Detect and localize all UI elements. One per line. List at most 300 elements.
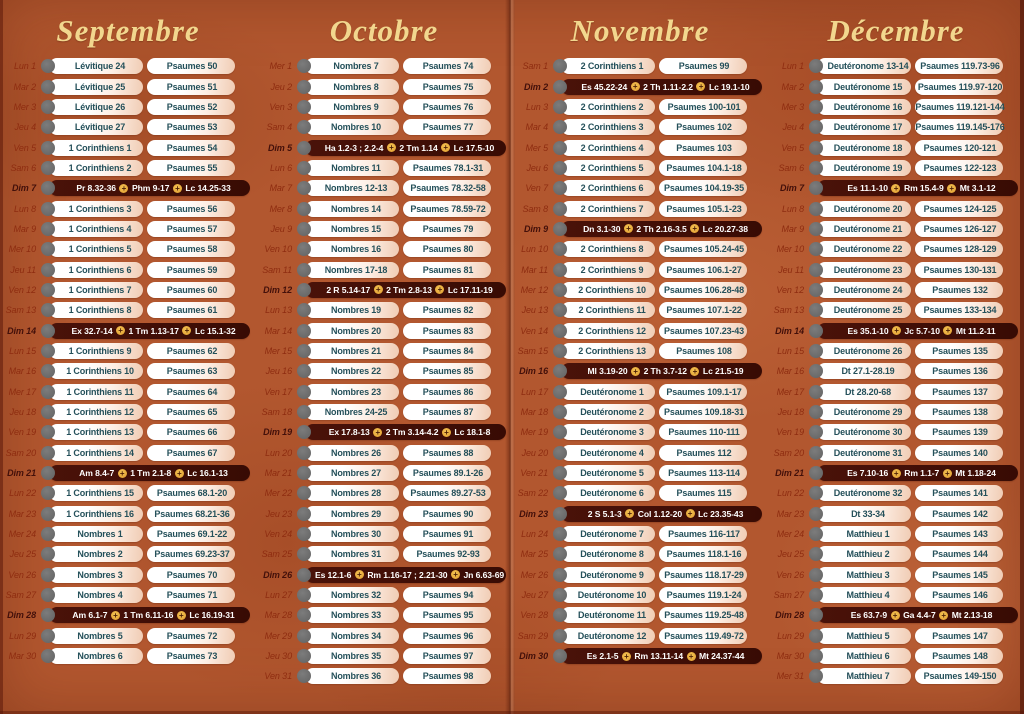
day-label: Mar 23 (8, 508, 36, 519)
reading-text: Deutéronome 22 (833, 244, 903, 255)
reading-text: 1 Corinthiens 16 (66, 508, 134, 519)
reading-pill-1 (561, 58, 655, 74)
calendar-row (768, 117, 1024, 137)
month-rows (256, 56, 512, 687)
day-label: Jeu 18 (777, 407, 804, 418)
reading-text: Psaumes 92-93 (416, 549, 480, 560)
reading-pill-1 (305, 201, 399, 217)
day-label: Ven 31 (264, 671, 292, 682)
day-label: Sam 27 (5, 590, 36, 601)
reading-pill-1 (817, 99, 911, 115)
reading-text: Deutéronome 19 (833, 162, 903, 173)
calendar-row (512, 280, 768, 300)
sunday-reading: Es 63.7-9 (850, 610, 888, 621)
calendar-row (768, 137, 1024, 157)
reading-text: Psaumes 147 (932, 630, 988, 641)
reading-text: Nombres 16 (330, 244, 382, 255)
reading-pill-2 (403, 180, 491, 196)
calendar-row (768, 97, 1024, 117)
calendar-row (0, 259, 256, 279)
reading-pill-2 (403, 262, 491, 278)
reading-text: Psaumes 130-131 (923, 264, 997, 275)
reading-pill-2 (147, 58, 235, 74)
sunday-reading: 2 R 5.14-17 (326, 284, 371, 295)
day-dot-icon (297, 161, 311, 175)
reading-text: Psaumes 78.1-31 (412, 162, 484, 173)
reading-pill-1 (49, 506, 143, 522)
reading-pill-1 (305, 58, 399, 74)
reading-pill-2 (659, 465, 747, 481)
day-label: Jeu 9 (270, 223, 292, 234)
sunday-readings-pill (49, 607, 250, 623)
sunday-readings-pill (817, 607, 1018, 623)
reading-pill-2 (659, 180, 747, 196)
reading-text: Psaumes 112 (676, 447, 732, 458)
reading-text: Psaumes 142 (932, 508, 988, 519)
day-label: Mer 17 (8, 386, 36, 397)
reading-text: Psaumes 99 (678, 61, 730, 72)
reading-text: Deutéronome 8 (580, 549, 644, 560)
reading-text: Deutéronome 10 (577, 590, 647, 601)
calendar-row (768, 280, 1024, 300)
day-label: Jeu 2 (270, 81, 292, 92)
calendar-row (0, 544, 256, 564)
day-dot-icon (809, 263, 823, 277)
calendar-row (768, 341, 1024, 361)
reading-pill-1 (49, 363, 143, 379)
sunday-reading: Am 8.4-7 (79, 468, 115, 479)
sunday-reading: Lc 18.1-8 (454, 427, 491, 438)
reading-pill-2 (659, 404, 747, 420)
reading-pill-2 (659, 343, 747, 359)
day-label: Ven 7 (525, 183, 548, 194)
day-label: Dim 5 (267, 142, 292, 153)
reading-text: Nombres 11 (331, 162, 381, 173)
sunday-reading: Phm 9-17 (131, 183, 170, 194)
reading-pill-2 (659, 485, 747, 501)
sunday-reading: Rm 13.11-14 (634, 651, 684, 662)
reading-text: Nombres 5 (77, 630, 123, 641)
reading-pill-2 (147, 262, 235, 278)
reading-text: Nombres 9 (333, 101, 379, 112)
day-label: Ven 12 (8, 284, 36, 295)
calendar-row (0, 504, 256, 524)
circled-plus-icon: + (690, 224, 699, 233)
reading-pill-2 (403, 607, 491, 623)
calendar-row (256, 422, 512, 442)
reading-pill-2 (403, 343, 491, 359)
reading-text: 2 Corinthiens 4 (580, 142, 644, 153)
reading-text: 1 Corinthiens 2 (68, 162, 132, 173)
sunday-reading: Lc 19.1-10 (708, 81, 750, 92)
reading-pill-1 (817, 628, 911, 644)
sunday-readings-pill (49, 323, 250, 339)
day-label: Sam 6 (10, 162, 36, 173)
reading-text: 2 Corinthiens 5 (580, 162, 644, 173)
reading-text: Psaumes 140 (932, 447, 988, 458)
calendar-row (768, 402, 1024, 422)
reading-pill-2 (915, 221, 1003, 237)
calendar-row (256, 158, 512, 178)
reading-text: Psaumes 61 (166, 305, 218, 316)
reading-text: Psaumes 118.1-16 (666, 549, 742, 560)
reading-text: Nombres 30 (330, 529, 382, 540)
calendar-row (768, 158, 1024, 178)
day-dot-icon (553, 568, 567, 582)
reading-text: Nombres 15 (330, 223, 382, 234)
day-dot-icon (553, 405, 567, 419)
reading-pill-2 (659, 628, 747, 644)
reading-text: 2 Corinthiens 10 (578, 284, 646, 295)
calendar-row (768, 463, 1024, 483)
circled-plus-icon: + (943, 326, 952, 335)
calendar-row (512, 565, 768, 585)
reading-pill-2 (915, 404, 1003, 420)
circled-plus-icon: + (175, 469, 184, 478)
day-label: Mer 1 (269, 61, 292, 72)
circled-plus-icon: + (374, 285, 383, 294)
reading-pill-1 (49, 119, 143, 135)
reading-text: Nombres 27 (330, 468, 382, 479)
day-label: Mer 8 (269, 203, 292, 214)
sunday-reading: Jc 5.7-10 (904, 325, 940, 336)
reading-text: Nombres 8 (333, 81, 379, 92)
reading-text: Psaumes 122-123 (923, 162, 997, 173)
reading-pill-1 (817, 262, 911, 278)
calendar-row (512, 341, 768, 361)
reading-pill-1 (817, 221, 911, 237)
day-label: Mer 24 (776, 529, 804, 540)
calendar-row (0, 219, 256, 239)
day-dot-icon (41, 283, 55, 297)
calendar-row (0, 117, 256, 137)
reading-text: 1 Corinthiens 12 (66, 407, 134, 418)
reading-pill-2 (147, 221, 235, 237)
day-dot-icon (809, 385, 823, 399)
day-dot-icon (41, 446, 55, 460)
reading-text: Nombres 28 (330, 488, 382, 499)
day-label: Dim 26 (263, 569, 292, 580)
reading-pill-2 (403, 99, 491, 115)
sunday-reading: 2 Tm 1.14 (399, 142, 438, 153)
day-dot-icon (553, 202, 567, 216)
day-label: Sam 13 (5, 305, 36, 316)
day-label: Mar 30 (776, 651, 804, 662)
reading-pill-1 (561, 99, 655, 115)
reading-pill-1 (49, 628, 143, 644)
reading-text: Psaumes 72 (166, 630, 218, 641)
reading-text: Deutéronome 6 (580, 488, 644, 499)
day-dot-icon (297, 466, 311, 480)
reading-pill-1 (49, 567, 143, 583)
reading-pill-2 (147, 384, 235, 400)
day-label: Ven 28 (520, 610, 548, 621)
reading-pill-2 (659, 445, 747, 461)
reading-text: 2 Corinthiens 7 (580, 203, 644, 214)
reading-pill-1 (561, 404, 655, 420)
reading-text: Psaumes 107.23-43 (663, 325, 744, 336)
calendar-row (512, 626, 768, 646)
day-label: Mer 10 (8, 244, 36, 255)
reading-text: Nombres 20 (330, 325, 382, 336)
reading-pill-1 (305, 363, 399, 379)
reading-text: Psaumes 148 (932, 651, 988, 662)
day-label: Sam 15 (517, 345, 548, 356)
reading-text: Psaumes 82 (422, 305, 474, 316)
circled-plus-icon: + (892, 326, 901, 335)
reading-pill-1 (561, 445, 655, 461)
calendar-row (256, 239, 512, 259)
calendar-row (0, 280, 256, 300)
reading-text: 1 Corinthiens 8 (68, 305, 132, 316)
reading-pill-2 (915, 119, 1003, 135)
calendar-row (512, 585, 768, 605)
reading-text: 2 Corinthiens 8 (580, 244, 644, 255)
reading-pill-2 (659, 323, 747, 339)
reading-pill-2 (659, 587, 747, 603)
day-dot-icon (553, 222, 567, 236)
reading-text: Psaumes 63 (166, 366, 218, 377)
reading-text: Deutéronome 1 (580, 386, 644, 397)
calendar-row (0, 97, 256, 117)
reading-text: Psaumes 88 (422, 447, 474, 458)
reading-text: Psaumes 71 (166, 590, 218, 601)
reading-text: Psaumes 55 (166, 162, 218, 173)
circled-plus-icon: + (435, 285, 444, 294)
reading-text: 2 Corinthiens 9 (580, 264, 644, 275)
circled-plus-icon: + (892, 469, 901, 478)
reading-pill-2 (147, 526, 235, 542)
circled-plus-icon: + (687, 652, 696, 661)
reading-text: Matthieu 7 (846, 671, 890, 682)
day-dot-icon (553, 283, 567, 297)
reading-text: Psaumes 54 (166, 142, 218, 153)
calendar-row (0, 239, 256, 259)
calendar-row (256, 544, 512, 564)
month-column-décembre (768, 0, 1024, 714)
sunday-reading: 2 Tm 3.14-4.2 (385, 427, 439, 438)
day-dot-icon (41, 344, 55, 358)
reading-pill-1 (305, 384, 399, 400)
day-label: Sam 13 (773, 305, 804, 316)
reading-pill-1 (49, 221, 143, 237)
sunday-reading: Es 45.22-24 (581, 81, 628, 92)
reading-pill-1 (305, 546, 399, 562)
day-dot-icon (297, 324, 311, 338)
reading-text: Psaumes 145 (932, 569, 988, 580)
reading-pill-2 (915, 648, 1003, 664)
circled-plus-icon: + (947, 184, 956, 193)
reading-text: Psaumes 98 (422, 671, 474, 682)
sunday-reading: Lc 16.1-13 (187, 468, 228, 479)
day-label: Ven 26 (8, 569, 36, 580)
reading-text: Psaumes 119.25-48 (664, 610, 744, 621)
reading-pill-2 (147, 99, 235, 115)
calendar-row (256, 626, 512, 646)
reading-pill-1 (49, 241, 143, 257)
sunday-reading: Lc 21.5-19 (702, 366, 744, 377)
calendar-row (512, 56, 768, 76)
day-label: Dim 28 (7, 610, 36, 621)
month-column-septembre (0, 0, 256, 714)
reading-text: 1 Corinthiens 4 (68, 223, 132, 234)
reading-text: Deutéronome 17 (833, 122, 903, 133)
day-dot-icon (41, 80, 55, 94)
reading-text: Deutéronome 30 (833, 427, 903, 438)
calendar-row (512, 402, 768, 422)
reading-text: Psaumes 124-125 (923, 203, 997, 214)
circled-plus-icon: + (355, 570, 364, 579)
reading-text: 1 Corinthiens 13 (66, 427, 134, 438)
day-label: Mar 9 (781, 223, 804, 234)
reading-text: 1 Corinthiens 11 (66, 386, 134, 397)
calendar-row (0, 158, 256, 178)
day-dot-icon (809, 527, 823, 541)
day-label: Lun 22 (777, 488, 804, 499)
reading-text: Psaumes 53 (166, 122, 218, 133)
sunday-readings-pill (305, 424, 506, 440)
circled-plus-icon: + (943, 469, 952, 478)
reading-pill-2 (915, 79, 1003, 95)
reading-pill-1 (305, 526, 399, 542)
reading-text: Deutéronome 11 (578, 610, 646, 621)
sunday-readings-pill (49, 465, 250, 481)
reading-pill-2 (403, 506, 491, 522)
reading-pill-2 (915, 58, 1003, 74)
reading-pill-2 (659, 282, 747, 298)
sunday-reading: Es 11.1-10 (847, 183, 888, 194)
reading-pill-1 (817, 201, 911, 217)
reading-pill-2 (147, 648, 235, 664)
day-label: Lun 3 (525, 101, 548, 112)
reading-text: 2 Corinthiens 6 (580, 183, 644, 194)
reading-text: Psaumes 138 (932, 407, 988, 418)
reading-text: Psaumes 81 (422, 264, 474, 275)
day-dot-icon (297, 527, 311, 541)
reading-pill-2 (403, 668, 491, 684)
day-label: Lun 24 (521, 529, 548, 540)
sunday-reading: Lc 23.35-43 (698, 508, 744, 519)
day-dot-icon (809, 80, 823, 94)
sunday-reading: Lc 20.27-38 (702, 223, 748, 234)
reading-pill-2 (403, 79, 491, 95)
day-label: Mer 5 (525, 142, 548, 153)
reading-pill-2 (659, 384, 747, 400)
day-dot-icon (297, 588, 311, 602)
reading-text: Deutéronome 7 (580, 529, 644, 540)
reading-text: Psaumes 135 (932, 345, 988, 356)
calendar-row (256, 361, 512, 381)
day-label: Ven 19 (776, 427, 804, 438)
reading-text: Nombres 21 (330, 345, 382, 356)
calendar-row (256, 137, 512, 157)
day-label: Lun 29 (777, 630, 804, 641)
day-label: Mar 21 (264, 468, 292, 479)
reading-pill-1 (305, 180, 399, 196)
day-label: Jeu 20 (521, 447, 548, 458)
reading-text: Psaumes 105.24-45 (663, 244, 744, 255)
reading-text: Dt 27.1-28.19 (841, 366, 895, 377)
circled-plus-icon: + (451, 570, 460, 579)
day-label: Lun 15 (9, 345, 36, 356)
day-label: Mar 2 (781, 81, 804, 92)
day-label: Mar 23 (776, 508, 804, 519)
sunday-reading: Ga 4.4-7 (903, 610, 936, 621)
reading-text: Nombres 14 (330, 203, 382, 214)
reading-text: Nombres 1 (77, 529, 123, 540)
calendar-row (256, 341, 512, 361)
day-label: Ven 21 (520, 468, 548, 479)
reading-pill-2 (915, 546, 1003, 562)
reading-text: Nombres 29 (330, 508, 382, 519)
calendar-row (512, 382, 768, 402)
reading-pill-2 (403, 363, 491, 379)
reading-pill-2 (659, 526, 747, 542)
reading-pill-2 (659, 567, 747, 583)
reading-pill-2 (403, 445, 491, 461)
reading-pill-1 (49, 160, 143, 176)
reading-text: 2 Corinthiens 3 (580, 122, 644, 133)
sunday-reading: Col 1.12-20 (637, 508, 682, 519)
reading-pill-1 (817, 404, 911, 420)
reading-pill-1 (561, 262, 655, 278)
reading-text: Nombres 3 (77, 569, 123, 580)
reading-pill-1 (561, 587, 655, 603)
reading-pill-2 (915, 567, 1003, 583)
reading-pill-2 (147, 445, 235, 461)
day-dot-icon (553, 446, 567, 460)
reading-text: Psaumes 65 (166, 407, 218, 418)
reading-pill-1 (305, 99, 399, 115)
day-label: Ven 14 (520, 325, 548, 336)
day-dot-icon (41, 568, 55, 582)
reading-text: Deutéronome 24 (833, 284, 903, 295)
reading-text: Deutéronome 21 (833, 223, 903, 234)
day-label: Dim 2 (523, 81, 548, 92)
day-dot-icon (297, 385, 311, 399)
day-label: Lun 29 (9, 630, 36, 641)
reading-pill-1 (561, 424, 655, 440)
circled-plus-icon: + (116, 326, 125, 335)
reading-text: Psaumes 90 (422, 508, 474, 519)
day-dot-icon (553, 263, 567, 277)
reading-pill-1 (561, 140, 655, 156)
sunday-reading: Rm 1.1-7 (904, 468, 940, 479)
day-dot-icon (297, 80, 311, 94)
reading-text: Nombres 26 (330, 447, 382, 458)
sunday-reading: Mt 2.13-18 (951, 610, 993, 621)
reading-text: Psaumes 52 (166, 101, 218, 112)
day-label: Jeu 4 (782, 122, 804, 133)
day-label: Ven 26 (776, 569, 804, 580)
calendar-row (768, 646, 1024, 666)
day-dot-icon (809, 324, 823, 338)
calendar-row (0, 198, 256, 218)
reading-text: Deutéronome 13-14 (827, 61, 909, 72)
day-dot-icon (809, 446, 823, 460)
day-label: Lun 13 (265, 305, 292, 316)
calendar-row (768, 320, 1024, 340)
reading-text: Psaumes 100-101 (667, 101, 741, 112)
reading-text: Psaumes 102 (676, 122, 732, 133)
calendar-row (0, 483, 256, 503)
circled-plus-icon: + (891, 184, 900, 193)
reading-pill-2 (659, 58, 747, 74)
reading-text: Psaumes 85 (422, 366, 474, 377)
reading-text: Psaumes 144 (932, 549, 988, 560)
reading-text: Psaumes 91 (422, 529, 474, 540)
reading-text: Deutéronome 5 (580, 468, 644, 479)
